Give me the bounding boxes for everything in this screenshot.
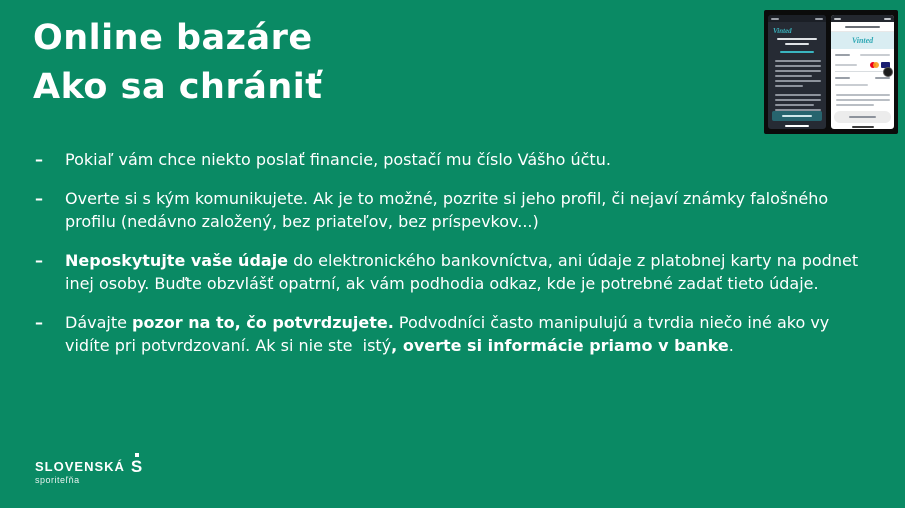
heading-line-placeholder [777, 38, 818, 40]
phone-screenshot-light [831, 15, 894, 129]
logo-name-lower: sporiteľňa [35, 475, 80, 485]
confirm-button [772, 111, 822, 121]
clock-icon [771, 18, 779, 20]
bullet-dash-icon: – [35, 313, 43, 332]
link-line-placeholder [780, 51, 815, 53]
phone-screenshot-dark [768, 15, 826, 129]
paragraph-placeholder [775, 60, 821, 87]
home-indicator [852, 126, 874, 128]
browser-url-bar [831, 22, 894, 32]
vinted-logo: Vinted [851, 36, 874, 45]
bullet-dash-icon: – [35, 189, 43, 208]
vinted-logo: Vinted [773, 27, 792, 35]
bullet-text: Dávajte pozor na to, čo potvrdzujete. Podvodníci často manipulujú a tvrdia niečo iné ako vy vidíte pri potvrdzovaní. Ak si nie ste istý, overte si informácie priamo v banke. [65, 313, 835, 355]
logo-top-row [35, 459, 142, 474]
logo-name-caps: SLOVENSKÁ [35, 459, 125, 474]
sporitelna-s-icon: S [130, 457, 143, 476]
browser-toolbar [834, 111, 892, 123]
home-indicator [785, 125, 809, 127]
fine-print-placeholder [836, 94, 890, 106]
battery-icon [815, 18, 823, 20]
bullet-text: Overte si s kým komunikujete. Ak je to možné, pozrite si jeho profil, či nejaví známky falošného profilu (nedávno založený, bez priateľov, bez príspevkov...) [65, 189, 834, 231]
status-bar [831, 15, 894, 22]
clock-icon [834, 18, 841, 20]
page-title [33, 14, 322, 112]
mastercard-icon [870, 62, 879, 68]
form-row [835, 84, 890, 86]
bullet-item [35, 148, 880, 171]
form-row [835, 54, 890, 56]
bullet-text: Neposkytujte vaše údaje do elektronického bankovníctva, ani údaje z platobnej karty na podnet inej osoby. Buďte obzvlášť opatrní, ak vám podhodia odkaz, kde je potrebné zadať tieto údaje. [65, 251, 864, 293]
heading-line-placeholder [785, 43, 808, 45]
status-bar [768, 15, 826, 22]
card-number-field [835, 62, 890, 72]
title-line-2: Ako sa chrániť [33, 67, 323, 107]
vinted-banner [831, 32, 894, 49]
bullet-list [35, 148, 880, 373]
slovenska-sporitelna-logo [35, 459, 142, 485]
title-line-1: Online bazáre [33, 18, 313, 58]
bullet-item [35, 311, 880, 357]
bullet-item [35, 187, 880, 233]
form-row [835, 77, 890, 79]
bullet-item [35, 249, 880, 295]
bullet-text: Pokiaľ vám chce niekto poslať financie, postačí mu číslo Vášho účtu. [65, 150, 611, 169]
vinted-screenshots-image [764, 10, 898, 134]
record-indicator-icon [883, 67, 893, 77]
bullet-dash-icon: – [35, 251, 43, 270]
bullet-dash-icon: – [35, 150, 43, 169]
battery-icon [884, 18, 891, 20]
